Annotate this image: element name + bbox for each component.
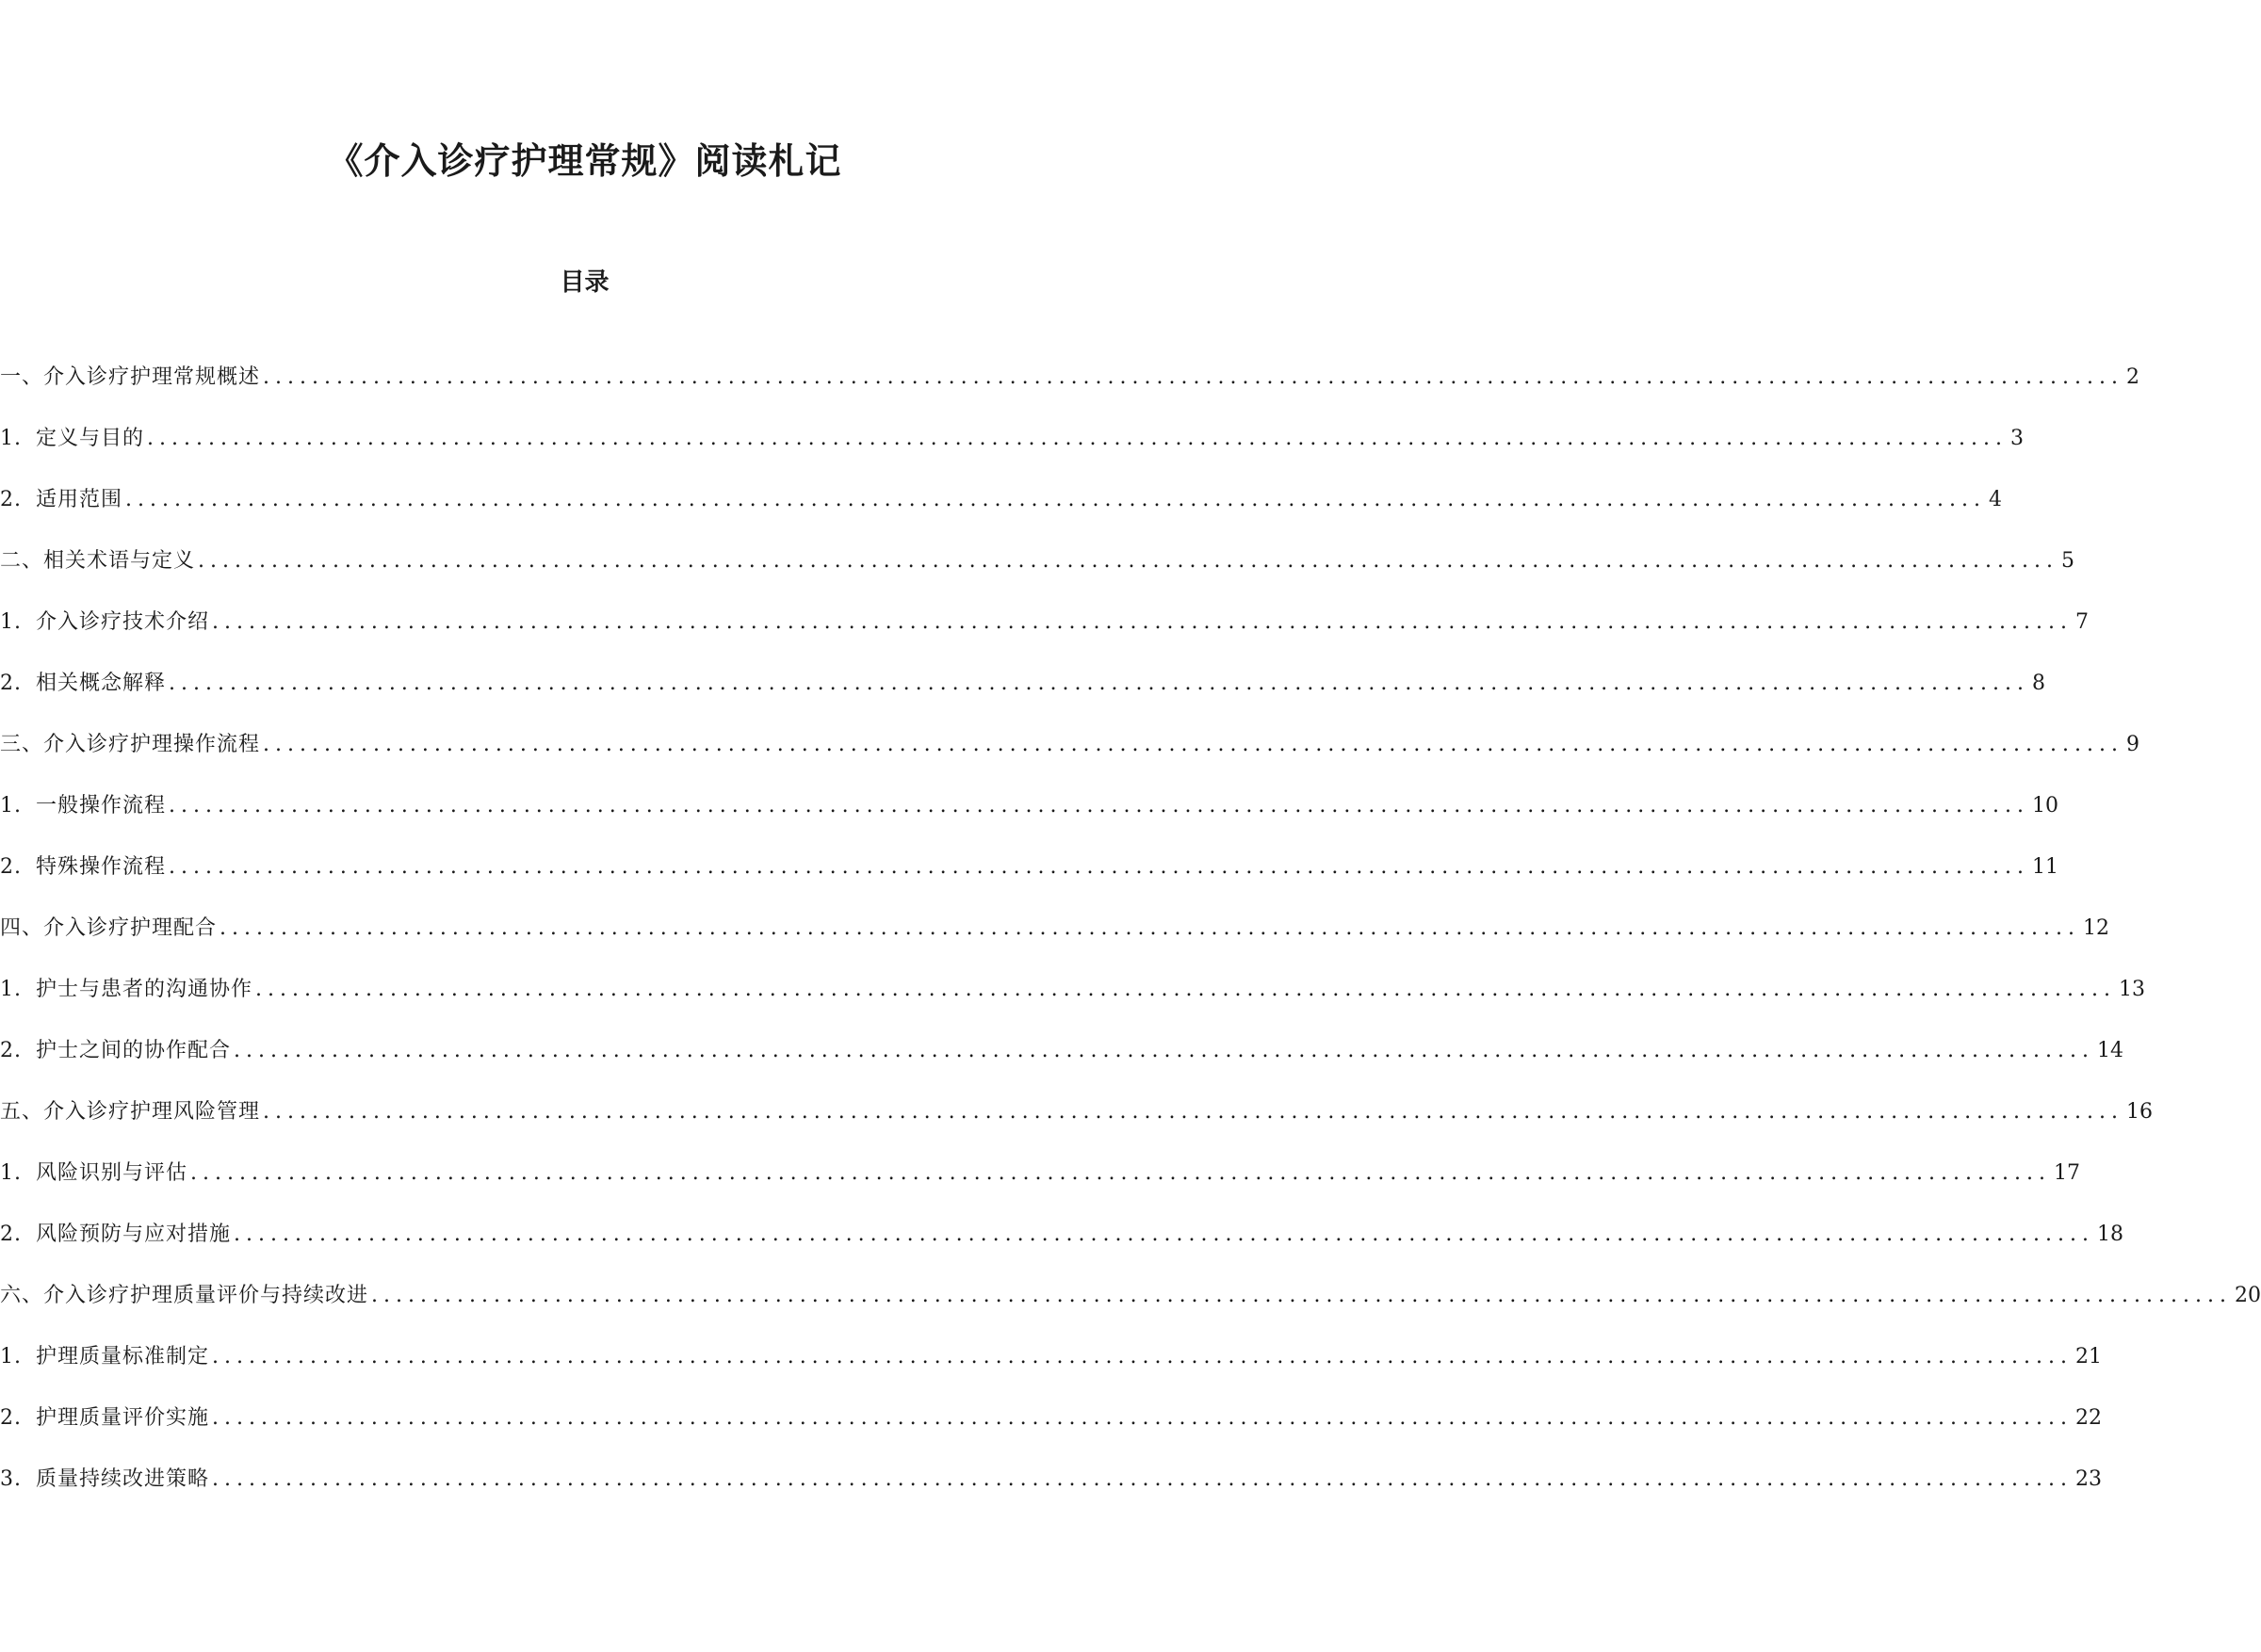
- toc-entry-subsection-4-2[interactable]: [0, 1035, 2123, 1067]
- toc-dot-leader: [263, 729, 2123, 761]
- toc-entry-label: 一、介入诊疗护理常规概述: [0, 365, 261, 389]
- toc-entry-number: 2.: [0, 855, 22, 879]
- toc-entry-label: 定义与目的: [36, 427, 145, 450]
- toc-entry-label: 二、相关术语与定义: [0, 549, 196, 573]
- toc-entry-page-number: 20: [2234, 1284, 2261, 1307]
- toc-entry-number: 2.: [0, 488, 22, 511]
- toc-entry-page-number: 4: [1988, 488, 2002, 511]
- toc-entry-label: 相关概念解释: [36, 672, 167, 695]
- toc-entry-page-number: 8: [2031, 672, 2045, 695]
- toc-dot-leader: [263, 362, 2123, 394]
- toc-entry-page-number: 23: [2074, 1467, 2102, 1491]
- toc-entry-subsection-1-2[interactable]: [0, 484, 2002, 516]
- toc-entry-label: 风险预防与应对措施: [36, 1223, 232, 1246]
- toc-entry-number: 2.: [0, 1039, 22, 1062]
- toc-entry-section-5[interactable]: [0, 1096, 2153, 1128]
- toc-entry-number: 2.: [0, 1223, 22, 1246]
- toc-entry-page-number: 11: [2031, 855, 2058, 879]
- toc-entry-page-number: 3: [2009, 427, 2024, 450]
- toc-entry-page-number: 13: [2118, 978, 2145, 1001]
- toc-dot-leader: [234, 1035, 2094, 1067]
- toc-entry-page-number: 16: [2125, 1100, 2153, 1124]
- toc-entry-number: 1.: [0, 610, 22, 634]
- toc-entry-label: 质量持续改进策略: [36, 1467, 210, 1491]
- toc-entry-subsection-6-1[interactable]: [0, 1341, 2102, 1373]
- toc-entry-page-number: 9: [2125, 733, 2139, 756]
- toc-entry-number: 1.: [0, 1345, 22, 1369]
- toc-entry-page-number: 21: [2074, 1345, 2102, 1369]
- toc-dot-leader: [198, 545, 2058, 577]
- toc-dot-leader: [263, 1096, 2123, 1128]
- toc-entry-label: 风险识别与评估: [36, 1161, 188, 1185]
- toc-entry-page-number: 10: [2031, 794, 2058, 818]
- toc-entry-subsection-3-1[interactable]: [0, 790, 2058, 822]
- toc-dot-leader: [212, 1402, 2073, 1434]
- toc-entry-label: 六、介入诊疗护理质量评价与持续改进: [0, 1284, 369, 1307]
- toc-entry-label: 四、介入诊疗护理配合: [0, 916, 218, 940]
- toc-dot-leader: [234, 1219, 2094, 1251]
- toc-dot-leader: [212, 1341, 2073, 1373]
- toc-entry-number: 1.: [0, 794, 22, 818]
- toc-entry-label: 三、介入诊疗护理操作流程: [0, 733, 261, 756]
- toc-dot-leader: [125, 484, 1986, 516]
- toc-entry-section-2[interactable]: [0, 545, 2074, 577]
- toc-entry-subsection-2-1[interactable]: [0, 607, 2089, 639]
- toc-entry-section-3[interactable]: [0, 729, 2139, 761]
- toc-entry-label: 护士之间的协作配合: [36, 1039, 232, 1062]
- toc-entry-subsection-1-1[interactable]: [0, 423, 2024, 455]
- toc-entry-section-4[interactable]: [0, 913, 2109, 945]
- toc-entry-subsection-6-3[interactable]: [0, 1464, 2102, 1496]
- toc-entry-label: 一般操作流程: [36, 794, 167, 818]
- toc-entry-number: 1.: [0, 978, 22, 1001]
- toc-entry-page-number: 5: [2060, 549, 2074, 573]
- toc-entry-page-number: 7: [2074, 610, 2089, 634]
- toc-dot-leader: [212, 1464, 2073, 1496]
- toc-entry-page-number: 2: [2125, 365, 2139, 389]
- toc-entry-label: 特殊操作流程: [36, 855, 167, 879]
- toc-entry-number: 1.: [0, 1161, 22, 1185]
- toc-dot-leader: [169, 851, 2029, 883]
- toc-entry-subsection-4-1[interactable]: [0, 974, 2145, 1006]
- toc-entry-page-number: 18: [2096, 1223, 2123, 1246]
- toc-dot-leader: [255, 974, 2116, 1006]
- toc-dot-leader: [212, 607, 2073, 639]
- document-title: 《介入诊疗护理常规》阅读札记: [327, 139, 842, 182]
- toc-dot-leader: [220, 913, 2080, 945]
- toc-heading: 目录: [560, 268, 610, 297]
- toc-entry-subsection-2-2[interactable]: [0, 668, 2045, 700]
- toc-entry-label: 五、介入诊疗护理风险管理: [0, 1100, 261, 1124]
- toc-entry-subsection-3-2[interactable]: [0, 851, 2058, 883]
- toc-entry-number: 2.: [0, 1406, 22, 1430]
- toc-dot-leader: [190, 1158, 2051, 1190]
- toc-entry-number: 1.: [0, 427, 22, 450]
- toc-entry-subsection-6-2[interactable]: [0, 1402, 2102, 1434]
- toc-entry-label: 护理质量标准制定: [36, 1345, 210, 1369]
- toc-entry-label: 护理质量评价实施: [36, 1406, 210, 1430]
- toc-entry-subsection-5-2[interactable]: [0, 1219, 2123, 1251]
- toc-entry-subsection-5-1[interactable]: [0, 1158, 2080, 1190]
- toc-entry-page-number: 12: [2082, 916, 2109, 940]
- toc-dot-leader: [147, 423, 2008, 455]
- toc-entry-number: 3.: [0, 1467, 22, 1491]
- toc-entry-number: 2.: [0, 672, 22, 695]
- toc-entry-page-number: 17: [2053, 1161, 2080, 1185]
- toc-entry-page-number: 22: [2074, 1406, 2102, 1430]
- toc-entry-label: 介入诊疗技术介绍: [36, 610, 210, 634]
- toc-entry-section-6[interactable]: [0, 1280, 2261, 1312]
- toc-dot-leader: [371, 1280, 2232, 1312]
- toc-entry-section-1[interactable]: [0, 362, 2139, 394]
- toc-dot-leader: [169, 668, 2029, 700]
- toc-dot-leader: [169, 790, 2029, 822]
- toc-entry-page-number: 14: [2096, 1039, 2123, 1062]
- toc-entry-label: 护士与患者的沟通协作: [36, 978, 253, 1001]
- toc-entry-label: 适用范围: [36, 488, 123, 511]
